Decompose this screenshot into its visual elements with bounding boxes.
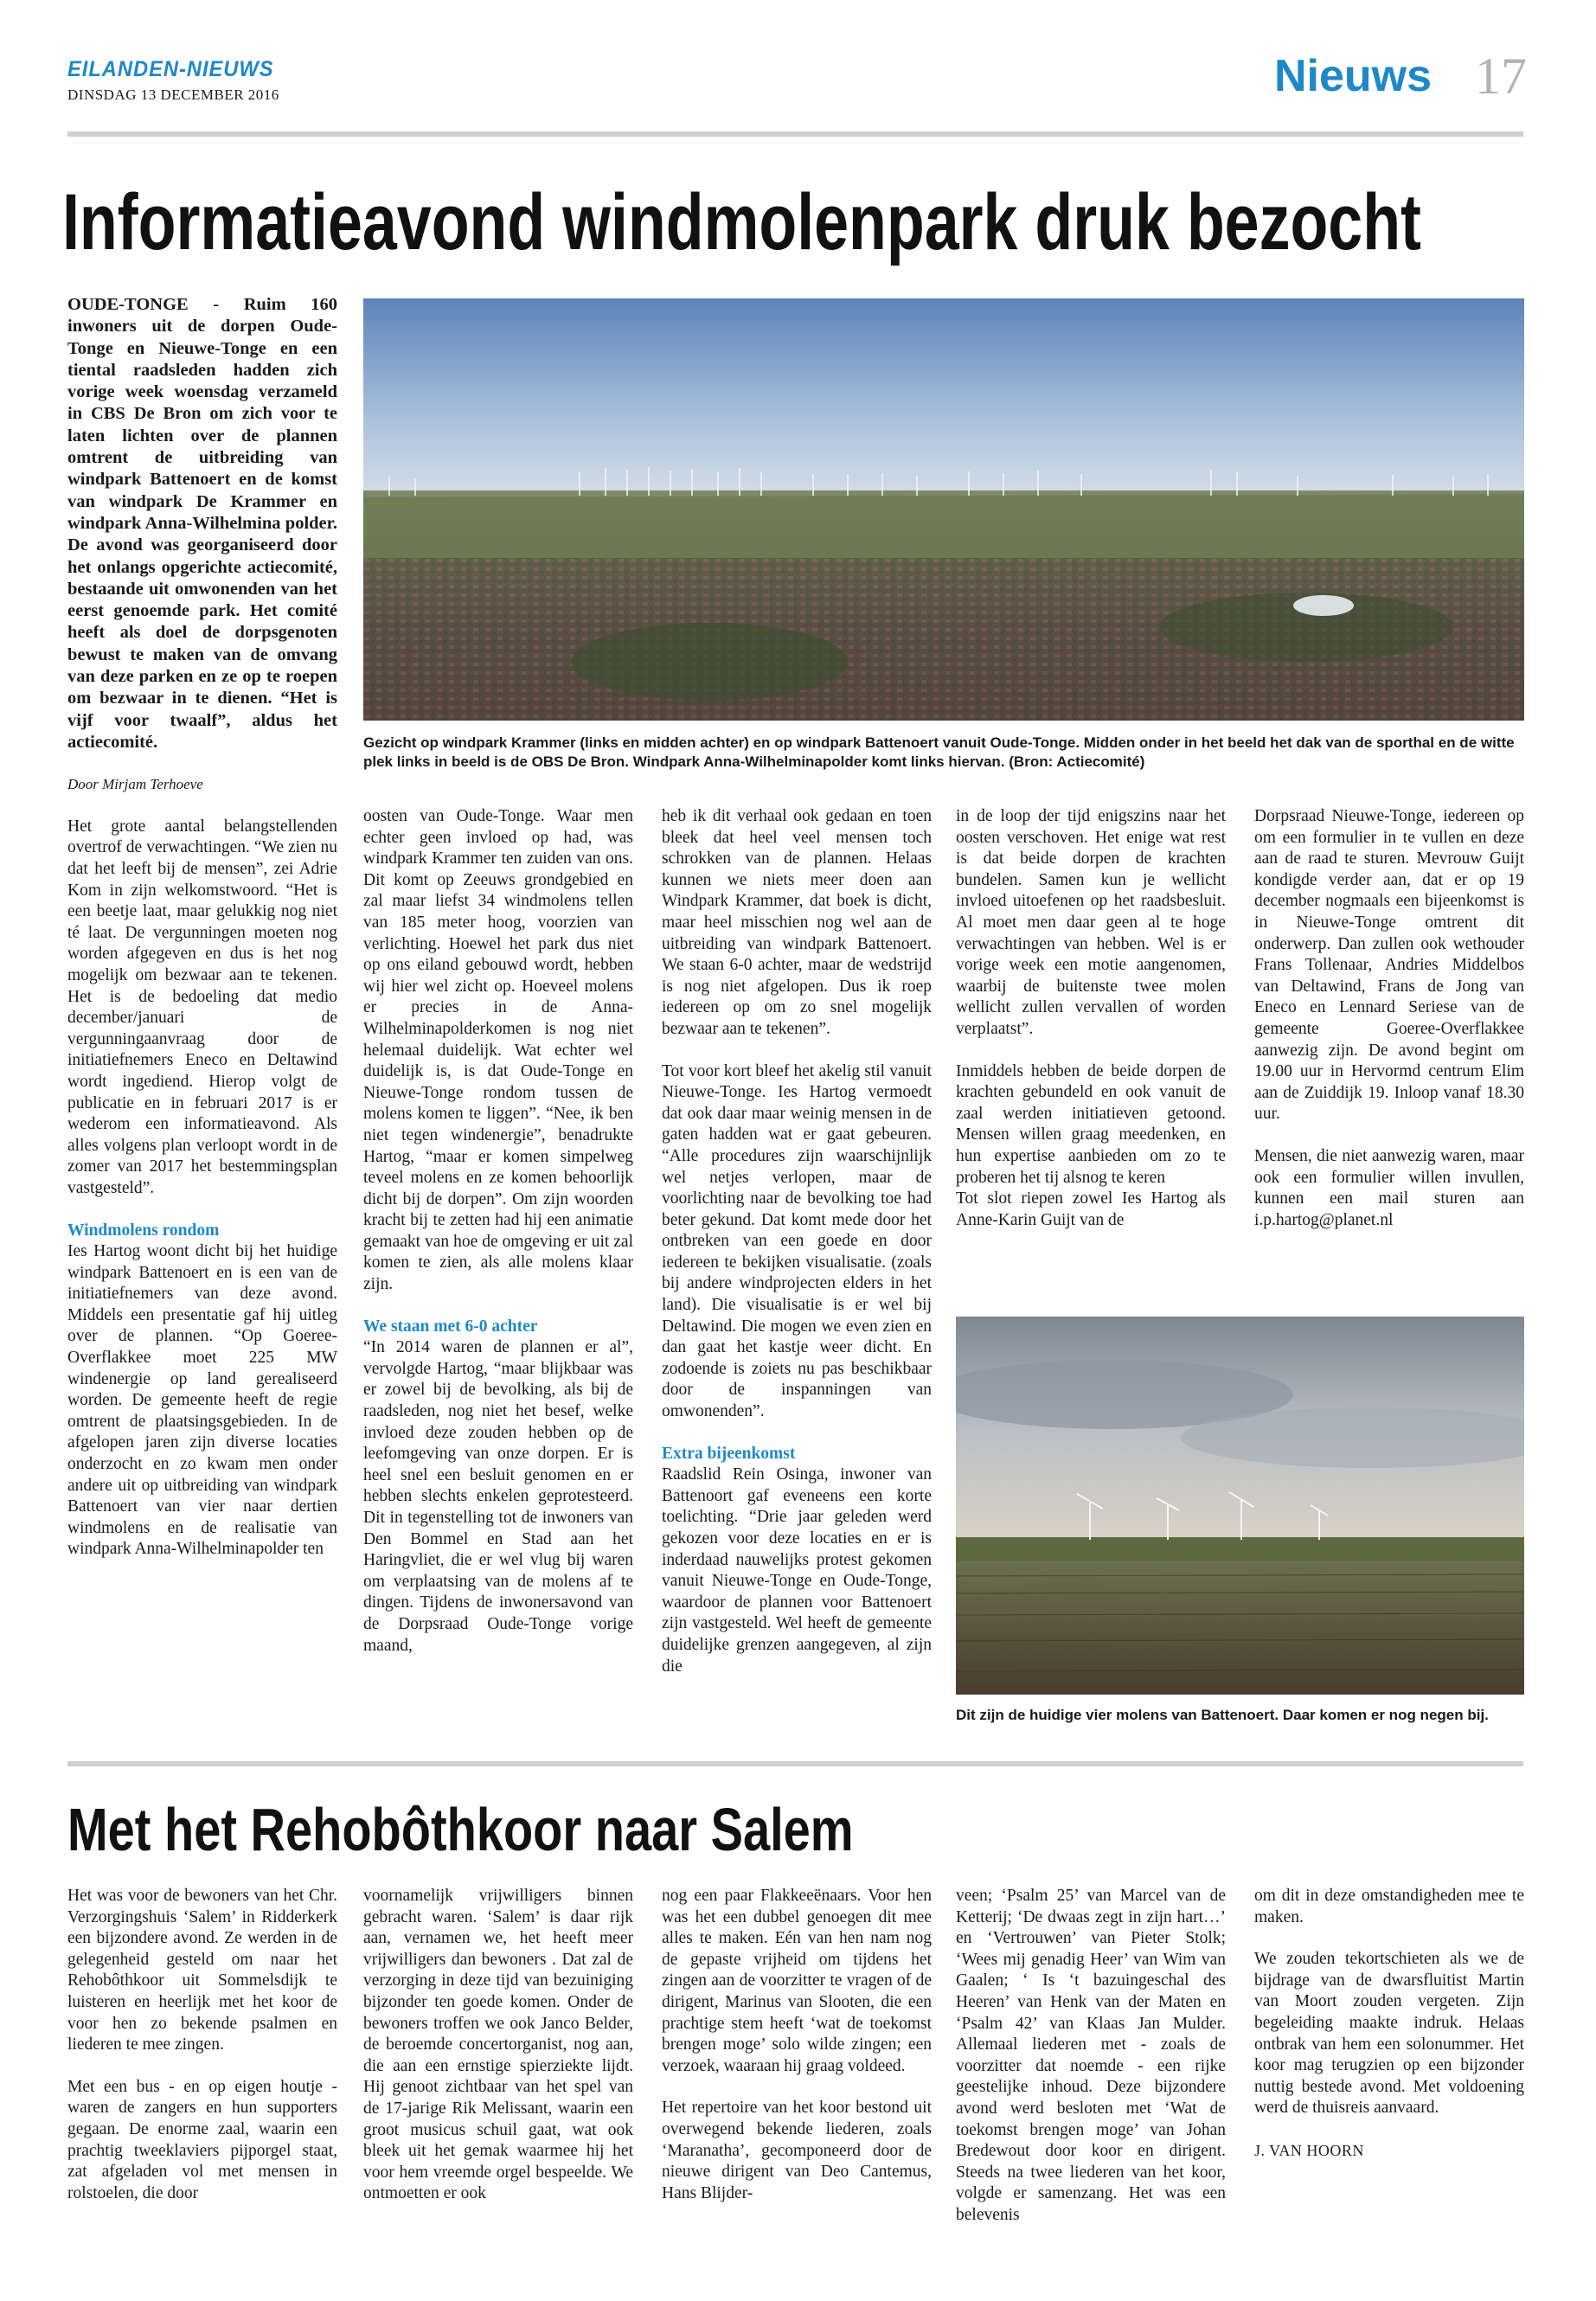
paragraph: Het grote aantal belangstellenden overtrof de verwachtingen. “We zien nu dat het leeft bij de mensen”, zei Adrie Kom in zijn welkomstwoord. “Het is een beetje laat, maar gelukkig nog niet té laat. De vergunningen moeten nog worden afgegeven en dus is het nog mogelijk om bezwaar aan te tekenen. Het is de bedoeling dat medio december/januari de vergunningaanvraag door de initiatiefnemers Eneco en Deltawind wordt ingediend. Hierop volgt de publicatie en in februari 2017 is er wederom een informatieavond. Als alles volgens plan verloopt wordt in de zomer van 2017 het bestemmingsplan vastgesteld”. xyxy=(67,817,337,1197)
paragraph: We zouden tekortschieten als we de bijdrage van de dwarsfluitist Martin van Moort zouden vergeten. Zijn begeleiding maakte indruk. Helaas ontbrak van hem een solonummer. Het koor mag terugzien op een bijzonder nuttig bestede avond. Met voldoening werd de thuisreis aanvaard. xyxy=(1254,1950,1524,2118)
top-rule xyxy=(67,131,1523,137)
newspaper-logo: EILANDEN-NIEUWS xyxy=(67,57,274,81)
paragraph: om dit in deze omstandigheden mee te maken. xyxy=(1254,1887,1524,1926)
main-photo-caption: Gezicht op windpark Krammer (links en midden achter) en op windpark Battenoert vanuit Oude-Tonge. Midden onder in het beeld het dak van de sporthal en de witte plek links in beeld is de OBS De Bron. Windpark Anna-Wilhelminapolder komt links hiervan. (Bron: Actiecomité) xyxy=(363,734,1515,770)
issue-date: DINSDAG 13 DECEMBER 2016 xyxy=(67,87,279,103)
article-column-5 xyxy=(1254,806,1524,1252)
page-number: 17 xyxy=(1475,48,1527,105)
paragraph: Met een bus - en op eigen houtje - waren de zangers en hun supporters gegaan. De enorme zaal, waarin een prachtig tweeklaviers pijporgel staat, zat afgeladen vol met mensen in rolstoelen, die door xyxy=(67,2077,337,2202)
paragraph: “In 2014 waren de plannen er al”, vervolgde Hartog, “maar blijkbaar was er zowel bij de bevolking, als bij de raadsleden, nog niet het besef, welke invloed deze zouden hebben op de leefomgeving van onze dorpen. Er is heel snel een besluit genomen en er hebben slechts enkelen geprotesteerd. Dit in tegenstelling tot de inwoners van Den Bommel en Stad aan het Haringvliet, die er wel vlug bij waren om verplaatsing van de molens af te dingen. Tijdens de inwonersavond van de Dorpsraad Oude-Tonge vorige maand, xyxy=(363,1338,633,1655)
article2-column-1 xyxy=(67,1886,337,2225)
paragraph: Raadslid Rein Osinga, inwoner van Battenoort gaf eveneens een korte toelichting. “Drie jaar geleden werd gekozen voor deze locaties en er is inderdaad nauwelijks protest gekomen vanuit Nieuwe-Tonge en Oude-Tonge, waardoor de plannen voor Battenoert zijn vastgesteld. Wel heeft de gemeente duidelijke grenzen aangegeven, al zijn die xyxy=(662,1465,932,1676)
article-column-3 xyxy=(662,806,932,1698)
battenoert-photo xyxy=(956,1317,1524,1695)
article2-headline: Met het Rehobôthkoor naar Salem xyxy=(67,1796,854,1863)
aerial-windpark-photo xyxy=(363,298,1524,721)
article-column-4 xyxy=(956,806,1226,1252)
paragraph: veen; ‘Psalm 25’ van Marcel van de Ketterij; ‘De dwaas zegt in zijn hart…’ en ‘Vertrouwen’ van Pieter Stolk; ‘Wees mij genadig Heer’ van Wim van Gaalen; ‘ Is ‘t bazuingeschal des Heeren’ van Henk van der Maten en ‘Psalm 42’ van Klaas Jan Mulder. Allemaal liederen met - zoals de voorzitter dat noemde - een rijke geestelijke inhoud. Deze bijzondere avond werd besloten met ‘Wat de toekomst brengen moge’ van Johan Bredewout door koor en dirigent. Steeds na twee liederen van het koor, volgde er samenzang. Het was een belevenis xyxy=(956,1887,1226,2224)
paragraph: in de loop der tijd enigszins naar het oosten verschoven. Het enige wat rest is dat beide dorpen de krachten bundelen. Samen kun je wellicht invloed uitoefenen op het raadsbesluit. Al moet men daar geen al te hoge verwachtingen van hebben. Wel is er vorige week een motie aangenomen, waarbij de buitenste twee molen wellicht zullen vervallen of worden verplaatst”. xyxy=(956,807,1226,1038)
article2-column-5 xyxy=(1254,1886,1524,2182)
article-lead-column xyxy=(67,294,337,1581)
paragraph: Inmiddels hebben de beide dorpen de krachten gebundeld en ook vanuit de zaal werden initiatieven getoond. Mensen willen graag meedenken, en hun expertise aanbieden om zo te proberen het tij alsnog te keren xyxy=(956,1061,1226,1187)
paragraph: heb ik dit verhaal ook gedaan en toen bleek dat heel veel mensen toch schrokken van de plannen. Helaas kunnen we niets meer doen aan Windpark Krammer, dat boek is dicht, maar heel misschien nog wel aan de uitbreiding van windpark Battenoert. We staan 6-0 achter, maar de wedstrijd is nog niet afgelopen. Dus ik roep iedereen op om zo snel mogelijk bezwaar aan te tekenen”. xyxy=(662,807,932,1038)
subheading: We staan met 6-0 achter xyxy=(363,1317,538,1336)
paragraph: Ies Hartog woont dicht bij het huidige windpark Battenoert en is een van de initiatiefnemers van deze avond. Middels een presentatie gaf hij uitleg over de plannen. “Op Goeree-Overflakkee moet 225 MW windenergie op land gerealiseerd worden. De gemeente heeft de regie omtrent de plaatsingsgebieden. In de afgelopen jaren zijn diverse locaties onderzocht en zo kwam men onder andere uit op uitbreiding van windpark Battenoert van vier naar dertien windmolens en de realisatie van windpark Anna-Wilhelminapolder ten xyxy=(67,1242,337,1559)
article-column-2 xyxy=(363,806,633,1677)
article-headline: Informatieavond windmolenpark druk bezocht xyxy=(62,178,1421,266)
second-photo-caption: Dit zijn de huidige vier molens van Battenoert. Daar komen er nog negen bij. xyxy=(956,1707,1489,1723)
article2-column-2 xyxy=(363,1886,633,2226)
aerial-photo-graphic xyxy=(363,298,1524,721)
paragraph: oosten van Oude-Tonge. Waar men echter geen invloed op had, was windpark Krammer ten zuiden van ons. Dit komt op Zeeuws grondgebied en zal maar liefst 34 windmolens tellen van 185 meter hoog, voorzien van verlichting. Hoewel het park dus niet op ons eiland gebouwd wordt, hebben wij hier wel zicht op. Hoeveel molens er precies in de Anna-Wilhelminapolderkomen is nog niet helemaal duidelijk. Wat echter wel duidelijk is, is dat Oude-Tonge en Nieuwe-Tonge rondom tussen de molens komen te liggen”. “Nee, ik ben niet tegen windenergie”, benadrukte Hartog, “maar er komen simpelweg teveel molens en ze komen behoorlijk dicht bij de dorpen”. Om zijn woorden kracht bij te zetten had hij een animatie gemaakt van hoe de omgeving er uit zal komen te zien, als alle molens klaar zijn. xyxy=(363,807,633,1294)
paragraph: nog een paar Flakkeeënaars. Voor hen was het een dubbel genoegen dit mee alles te maken. Eén van hen nam nog de gepaste vrijheid om tijdens het zingen aan de voorzitter te vragen of de dirigent, Marinus van Slooten, die een prachtige stem heeft ‘wat de toekomst brengen moge’ solo wilde zingen; een verzoek, waaraan hij graag voldeed. xyxy=(662,1887,932,2075)
paragraph: Dorpsraad Nieuwe-Tonge, iedereen op om een formulier in te vullen en deze aan de raad te sturen. Mevrouw Guijt kondigde verder aan, dat er op 19 december nogmaals een bijeenkomst is in Nieuwe-Tonge omtrent dit onderwerp. Dan zullen ook wethouder Frans Tollenaar, Andries Middelbos van Deltawind, Frans de Jong van Eneco en Lennard Seriese van de gemeente Goeree-Overflakkee aanwezig zijn. De avond begint om 19.00 uur in Hervormd centrum Elim aan de Zuiddijk 19. Inloop vanaf 18.30 uur. xyxy=(1254,807,1524,1124)
battenoert-photo-graphic xyxy=(956,1317,1524,1695)
paragraph: Mensen, die niet aanwezig waren, maar ook een formulier willen invullen, kunnen een mail sturen aan i.p.hartog@planet.nl xyxy=(1254,1146,1524,1229)
paragraph: Tot slot riepen zowel Ies Hartog als Anne-Karin Guijt van de xyxy=(956,1189,1226,1229)
subheading: Windmolens rondom xyxy=(67,1221,220,1240)
subheading: Extra bijeenkomst xyxy=(662,1444,796,1463)
paragraph: Het was voor de bewoners van het Chr. Verzorgingshuis ‘Salem’ in Ridderkerk een bijzondere avond. Ze werden in de gelegenheid gesteld om naar het Rehobôthkoor uit Sommelsdijk te luisteren en heerlijk met het koor de voor hen zo bekende psalmen en liederen te mee zingen. xyxy=(67,1887,337,2054)
article2-column-3 xyxy=(662,1886,932,2225)
section-divider xyxy=(67,1761,1523,1766)
article-lead: OUDE-TONGE - Ruim 160 inwoners uit de dorpen Oude-Tonge en Nieuwe-Tonge en een tiental raadsleden hadden zich vorige week woensdag verzameld in CBS De Bron om zich voor te laten lichten over de plannen omtrent de uitbreiding van windpark Battenoert en de komst van windpark De Krammer en windpark Anna-Wilhelmina polder. De avond was georganiseerd door het onlangs opgerichte actiecomité, bestaande uit omwonenden van het eerst genoemde park. Het comité heeft als doel de dorpsgenoten bewust te maken van de omvang van deze parken en ze op te roepen om bezwaar in te dienen. “Het is vijf voor twaalf”, aldus het actiecomité. xyxy=(67,295,337,752)
section-title: Nieuws xyxy=(1273,51,1432,101)
paragraph: Het repertoire van het koor bestond uit overwegend bekende liederen, zoals ‘Maranatha’, gecomponeerd door de nieuwe dirigent van Deo Cantemus, Hans Blijder- xyxy=(662,2099,932,2202)
byline: Door Mirjam Terhoeve xyxy=(67,776,203,793)
article2-column-4 xyxy=(956,1886,1226,2247)
paragraph: voornamelijk vrijwilligers binnen gebracht waren. ‘Salem’ is daar rijk aan, vernamen we, het heeft meer vrijwilligers dan bewoners . Dat zal de verzorging in deze tijd van bezuiniging bijzonder ten goede komen. Onder de bewoners troffen we ook Janco Belder, de beroemde concertorganist, nog aan, die aan een ernstige spierziekte lijdt. Hij genoot zichtbaar van het spel van de 17-jarige Rik Melissant, waarin een groot musicus schuil gaat, wat ook bleek uit het gemak waarmee hij het voor hem vreemde orgel bespeelde. We ontmoetten er ook xyxy=(363,1887,633,2203)
author-signature: J. VAN HOORN xyxy=(1254,2141,1364,2159)
paragraph: Tot voor kort bleef het akelig stil vanuit Nieuwe-Tonge. Ies Hartog vermoedt dat ook daar maar weinig mensen in de gaten hadden wat er gaat gebeuren. “Alle procedures zijn waarschijnlijk wel netjes verlopen, maar de voorlichting naar de bevolking toe had beter gekund. Dat komt mede door het ontbreken van een goede en door iedereen te bekijken visualisatie. (zoals bij andere windprojecten elders in het land). Die visualisatie is er wel bij Deltawind. Die mogen we even zien en dan gaat het kastje weer dicht. En zodoende is zoiets nu pas beschikbaar door de inspanningen van omwonenden”. xyxy=(662,1061,932,1421)
